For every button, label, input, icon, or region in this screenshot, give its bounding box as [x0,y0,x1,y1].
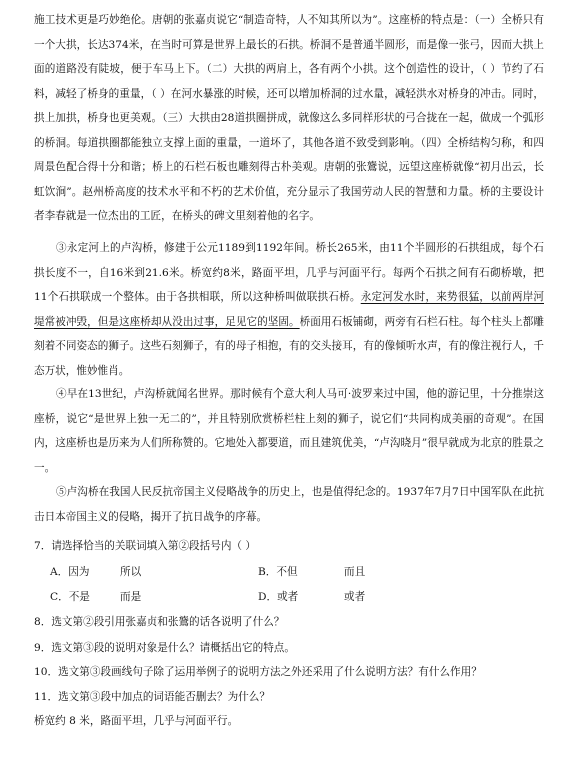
option-c-second: 而是 [120,591,142,603]
paragraph-3-text-start: ③永定河上的卢沟桥，修建于公元1189到1192年间。桥长265米，由11个半圆形的石拱组成，每个石拱长度不一，自16米到21.6米。桥宽约8米，路面平坦，几乎与河面平行。每两个石拱之间有石砌桥墩，把11个石拱联成一个整体。由于各拱相联，所以这种桥叫做联拱石桥。 [34,242,544,303]
paragraph-3-text-end: 桥面用石板铺砌，两旁有石栏石柱。每个柱头上都雕刻着不同姿态的狮子。这些石刻狮子，有的母子相抱，有的交头接耳，有的像倾听水声，有的像注视行人，千态万状，惟妙惟肖。 [34,315,544,377]
option-a-second: 所以 [120,566,142,578]
passage-paragraph-5: ⑤卢沟桥在我国人民反抗帝国主义侵略战争的历史上，也是值得纪念的。1937年7月7日中国军队在此抗击日本帝国主义的侵略，揭开了抗日战争的序幕。 [34,486,544,523]
underlined-sentence: 永定河发水时，来势很猛，以前两岸河堤常被冲毁，但是这座桥却从没出过事，足见它的坚固。 [34,291,544,328]
passage-paragraph-2: 施工技术更是巧妙绝伦。唐朝的张嘉贞说它“制造奇特，人不知其所以为”。这座桥的特点是：（一）全桥只有一个大拱，长达374米，在当时可算是世界上最长的石拱。桥洞不是普通半圆形，而是像一张弓，因而大拱上面的道路没有陡坡，便于车马上下。（二）大拱的两肩上，各有两个小拱。这个创造性的设计，（ ）节约了石料，减轻了桥身的重量，（ ）在河水暴涨的时候，还可以增加桥洞的过水量，减轻洪水对桥身的冲击。同时，拱上加拱，桥身也更美观。（三）大拱由28道拱圈拼成，就像这么多同样形状的弓合拢在一起，做成一个弧形的桥洞。每道拱圈都能独立支撑上面的重量，一道坏了，其他各道不致受到影响。（四）全桥结构匀称，和四周景色配合得十分和谐；桥上的石栏石板也雕刻得古朴美观。唐朝的张鷟说，远望这座桥就像“初月出云，长虹饮涧”。赵州桥高度的技术水平和不朽的艺术价值，充分显示了我国劳动人民的智慧和力量。桥的主要设计者李春就是一位杰出的工匠，在桥头的碑文里刻着他的名字。 [34,14,544,222]
question-11: 11．选文第③段中加点的词语能否删去？为什么？ [34,691,270,703]
question-7: 7．请选择恰当的关联词填入第②段括号内（ ） [34,540,256,552]
passage-paragraph-3 [34,236,544,383]
question-8: 8．选文第②段引用张嘉贞和张鷟的话各说明了什么？ [34,616,285,628]
option-b-second: 而且 [344,566,366,578]
option-d-second: 或者 [344,591,366,603]
option-d-label: D．或者 [258,591,299,603]
question-9: 9．选文第③段的说明对象是什么？请概括出它的特点。 [34,642,295,654]
question-11-quote: 桥宽约 8 米，路面平坦，几乎与河面平行。 [34,715,239,727]
option-a-label: A．因为 [50,566,90,578]
question-10: 10．选文第③段画线句子除了运用举例子的说明方法之外还采用了什么说明方法？有什么作用？ [34,666,482,678]
option-b-label: B．不但 [258,566,298,578]
option-c-label: C．不是 [50,591,90,603]
passage-paragraph-4: ④早在13世纪，卢沟桥就闻名世界。那时候有个意大利人马可·波罗来过中国，他的游记里，十分推崇这座桥，说它“是世界上独一无二的”，并且特别欣赏桥栏柱上刻的狮子，说它们“共同构成美丽的奇观”。在国内，这座桥也是历来为人们所称赞的。它地处入都要道，而且建筑优美，“卢沟晓月”很早就成为北京的胜景之一。 [34,388,544,474]
